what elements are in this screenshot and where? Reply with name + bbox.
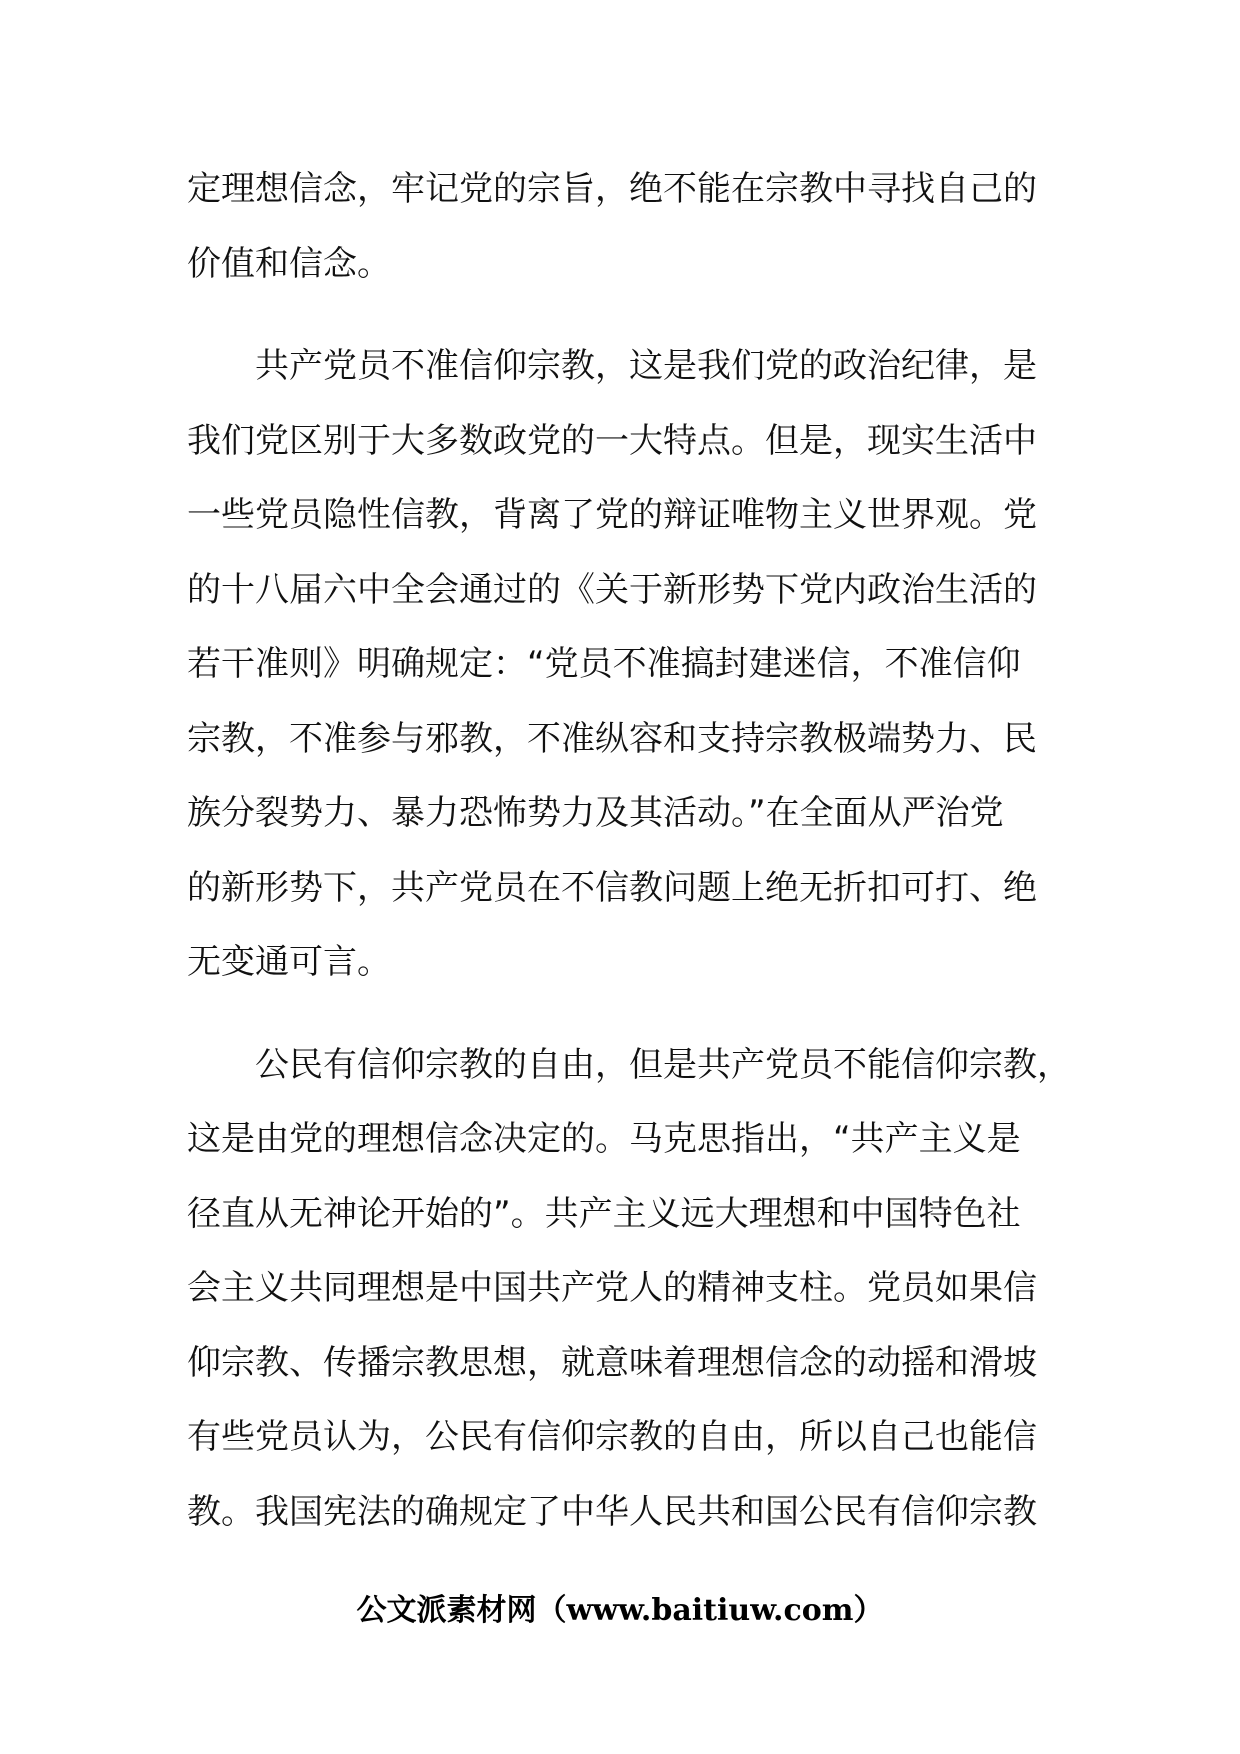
text-line: 教。我国宪法的确规定了中华人民共和国公民有信仰宗教 xyxy=(187,1491,1037,1532)
document-body xyxy=(187,152,1077,1549)
paragraph-gap xyxy=(187,301,1077,329)
text-line: 一些党员隐性信教，背离了党的辩证唯物主义世界观。党 xyxy=(187,495,1037,535)
text-line: 径直从无神论开始的”。共产主义远大理想和中国特色社 xyxy=(187,1193,1021,1234)
text-line: 仰宗教、传播宗教思想，就意味着理想信念的动摇和滑坡 xyxy=(187,1342,1037,1383)
text-line: 价值和信念。 xyxy=(187,243,391,284)
paragraph-gap xyxy=(187,1000,1077,1028)
paragraph-3 xyxy=(187,1028,1077,1550)
page-footer: 公文派素材网（www.baitiuw.com） xyxy=(356,1593,884,1628)
text-line: 定理想信念，牢记党的宗旨，绝不能在宗教中寻找自己的 xyxy=(187,169,1037,209)
text-line: 族分裂势力、暴力恐怖势力及其活动。”在全面从严治党 xyxy=(187,793,1004,833)
text-line: 我们党区别于大多数政党的一大特点。但是，现实生活中 xyxy=(187,420,1037,461)
text-line: 公民有信仰宗教的自由，但是共产党员不能信仰宗教， xyxy=(187,1044,1071,1085)
text-line: 的新形势下，共产党员在不信教问题上绝无折扣可打、绝 xyxy=(187,867,1037,908)
text-line: 共产党员不准信仰宗教，这是我们党的政治纪律，是 xyxy=(187,346,1037,386)
paragraph-1 xyxy=(187,152,1077,301)
text-line: 的十八届六中全会通过的《关于新形势下党内政治生活的 xyxy=(187,569,1037,610)
text-line: 这是由党的理想信念决定的。马克思指出，“共产主义是 xyxy=(187,1119,1021,1159)
text-line: 若干准则》明确规定：“党员不准搞封建迷信，不准信仰 xyxy=(187,644,1021,684)
text-line: 宗教，不准参与邪教，不准纵容和支持宗教极端势力、民 xyxy=(187,718,1037,759)
paragraph-2 xyxy=(187,329,1077,1000)
text-line: 有些党员认为，公民有信仰宗教的自由，所以自己也能信 xyxy=(187,1417,1037,1457)
text-line: 会主义共同理想是中国共产党人的精神支柱。党员如果信 xyxy=(187,1268,1037,1308)
text-line: 无变通可言。 xyxy=(187,942,391,982)
